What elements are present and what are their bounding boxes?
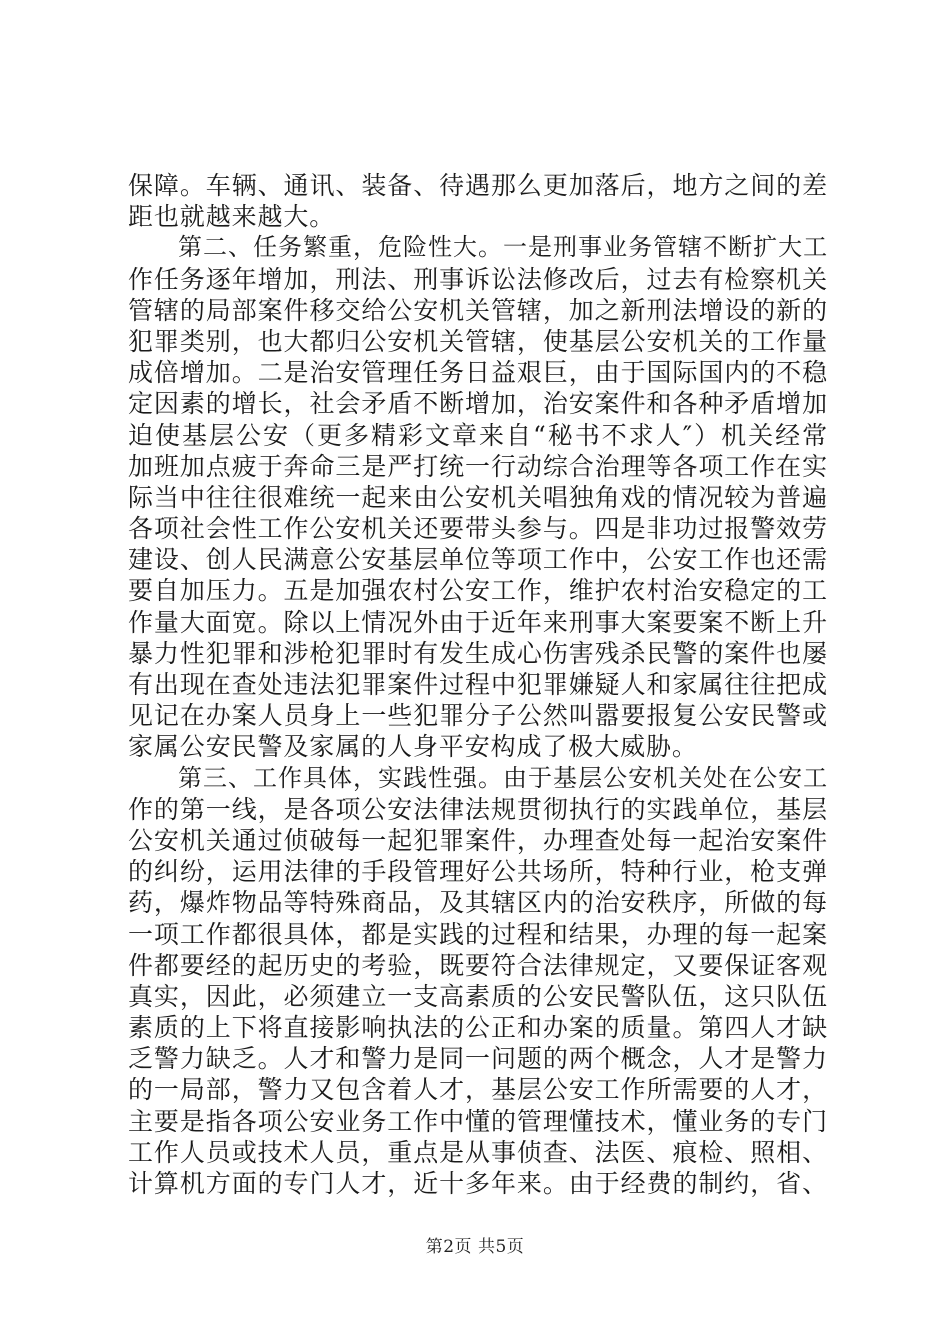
- text-line-12: 各项社会性工作公安机关还要带头参与。四是非功过报警效劳: [128, 514, 828, 544]
- text-line-29: 乏警力缺乏。人才和警力是同一问题的两个概念，人才是警力: [128, 1044, 828, 1074]
- text-line-4: 作任务逐年增加，刑法、刑事诉讼法修改后，过去有检察机关: [128, 264, 828, 294]
- text-line-19: 家属公安民警及家属的人身平安构成了极大威胁。: [128, 732, 698, 762]
- text-line-6: 犯罪类别，也大都归公安机关管辖，使基层公安机关的工作量: [128, 326, 828, 356]
- text-line-31: 主要是指各项公安业务工作中懂的管理懂技术，懂业务的专门: [128, 1106, 828, 1136]
- text-line-3: 第二、任务繁重，危险性大。一是刑事业务管辖不断扩大工: [128, 233, 828, 262]
- text-line-17: 有出现在查处违法犯罪案件过程中犯罪嫌疑人和家属往往把成: [128, 670, 828, 699]
- text-line-26: 件都要经的起历史的考验，既要符合法律规定，又要保证客观: [128, 950, 828, 980]
- text-line-28: 素质的上下将直接影响执法的公正和办案的质量。第四人才缺: [128, 1013, 828, 1043]
- text-line-2: 距也就越来越大。: [128, 202, 336, 232]
- text-line-32: 工作人员或技术人员，重点是从事侦查、法医、痕检、照相、: [128, 1137, 828, 1167]
- text-line-11: 际当中往往很难统一起来由公安机关唱独角戏的情况较为普遍: [128, 482, 828, 512]
- text-line-1: 保障。车辆、通讯、装备、待遇那么更加落后，地方之间的差: [128, 171, 828, 200]
- text-line-15: 作量大面宽。除以上情况外由于近年来刑事大案要案不断上升: [128, 607, 828, 637]
- text-line-13: 建设、创人民满意公安基层单位等项工作中，公安工作也还需: [128, 545, 828, 575]
- text-line-5: 管辖的局部案件移交给公安机关管辖，加之新刑法增设的新的: [128, 295, 828, 325]
- text-line-18: 见记在办案人员身上一些犯罪分子公然叫嚣要报复公安民警或: [128, 701, 828, 731]
- text-line-22: 公安机关通过侦破每一起犯罪案件，办理查处每一起治安案件: [128, 825, 828, 855]
- text-line-9: 迫使基层公安（更多精彩文章来自“秘书不求人″）机关经常: [128, 420, 828, 450]
- text-line-8: 定因素的增长，社会矛盾不断增加，治安案件和各种矛盾增加: [128, 389, 828, 419]
- text-line-24: 药，爆炸物品等特殊商品，及其辖区内的治安秩序，所做的每: [128, 888, 828, 918]
- body-text: [128, 170, 828, 1199]
- page-number-footer: 第2页 共5页: [425, 1237, 525, 1257]
- text-line-20: 第三、工作具体，实践性强。由于基层公安机关处在公安工: [128, 763, 828, 792]
- text-line-25: 一项工作都很具体，都是实践的过程和结果，办理的每一起案: [128, 919, 828, 949]
- text-line-10: 加班加点疲于奔命三是严打统一行动综合治理等各项工作在实: [128, 451, 828, 481]
- text-line-23: 的纠纷，运用法律的手段管理好公共场所，特种行业，枪支弹: [128, 857, 828, 887]
- text-line-16: 暴力性犯罪和涉枪犯罪时有发生成心伤害残杀民警的案件也屡: [128, 638, 828, 668]
- text-line-30: 的一局部，警力又包含着人才，基层公安工作所需要的人才，: [128, 1075, 828, 1105]
- text-line-7: 成倍增加。二是治安管理任务日益艰巨，由于国际国内的不稳: [128, 358, 828, 388]
- text-line-14: 要自加压力。五是加强农村公安工作，维护农村治安稳定的工: [128, 576, 828, 606]
- text-line-27: 真实，因此，必须建立一支高素质的公安民警队伍，这只队伍: [128, 981, 828, 1011]
- text-line-21: 作的第一线，是各项公安法律法规贯彻执行的实践单位，基层: [128, 794, 828, 824]
- text-line-33: 计算机方面的专门人才，近十多年来。由于经费的制约，省、: [128, 1169, 828, 1198]
